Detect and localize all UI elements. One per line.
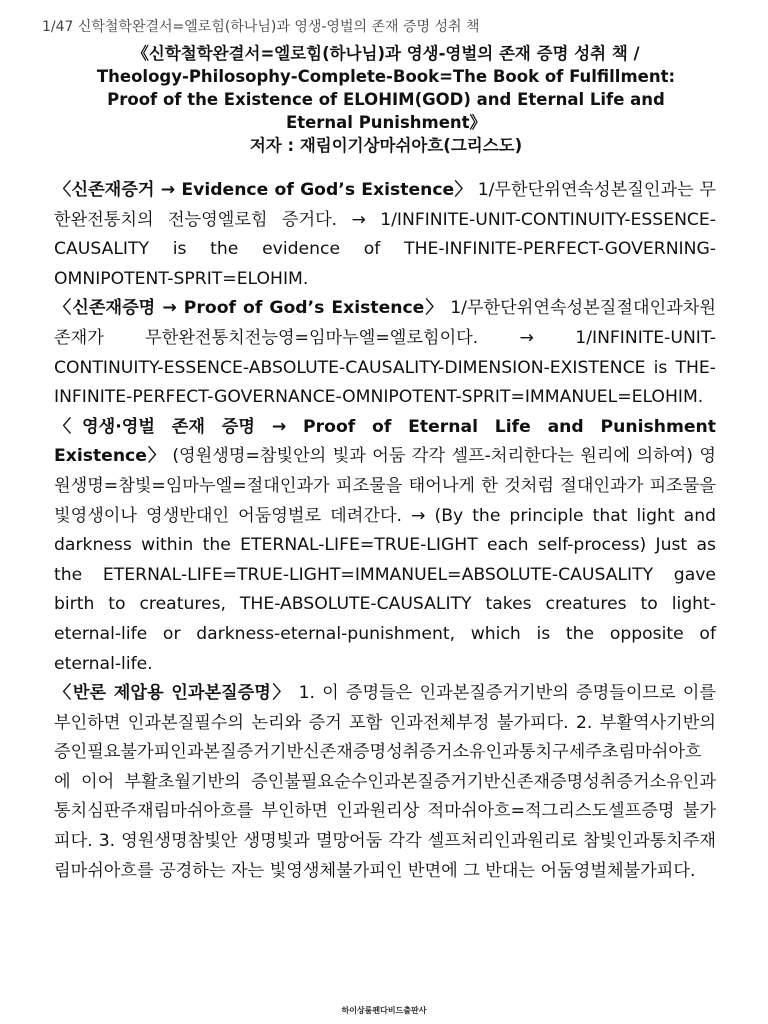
publisher-footer: 하이상룸펜다비드출판사 [341, 1006, 427, 1015]
section-heading: 〈반론 제압용 인과본질증명〉 [54, 683, 292, 704]
section-heading: 〈신존재증명 → Proof of God’s Existence〉 [54, 298, 444, 319]
section-evidence [54, 176, 716, 294]
section-eternal-life [54, 413, 716, 679]
section-heading: 〈신존재증거 → Evidence of God’s Existence〉 [54, 180, 472, 200]
section-heading: 〈영생·영벌 존재 증명 → Proof of Eternal Life and Punishment Existence〉 [54, 416, 716, 467]
section-body: 1/무한단위연속성본질인과는 무한완전통치의 전능영엘로힘 증거다. → 1/INFINITE-UNIT-CONTINUITY-ESSENCE-CAUSALITY is the evidence of THE-INFINITE-PERFECT-GOVERNING-OMNIPOTENT-SPRIT=ELOHIM. [54, 180, 716, 289]
section-body: (영원생명=참빛안의 빛과 어둠 각각 셀프-처리한다는 원리에 의하여) 영원생명=참빛=임마누엘=절대인과가 피조물을 태어나게 한 것처럼 절대인과가 피조물을 빛영생이나 영생반대인 어둠영벌로 데려간다. → (By the principle that light and darkness within the ETERNAL-LIFE=TRUE-LIGHT each self-process) Just as the ETERNAL-LIFE=TRUE-LIGHT=IMMANUEL=ABSOLUTE-CAUSALITY gave birth to creatures, THE-ABSOLUTE-CAUSALITY takes creatures to light-eternal-life or darkness-eternal-punishment, which is the opposite of eternal-life. [54, 446, 716, 674]
running-header: 1/47 신학철학완결서=엘로힘(하나님)과 영생-영벌의 존재 증명 성취 책 [42, 19, 480, 35]
book-title-line-2: Theology-Philosophy-Complete-Book=The Book of Fulfillment: [96, 67, 676, 86]
section-proof [54, 294, 716, 412]
author-line: 저자 : 재림이기상마쉬아흐(그리스도) [249, 136, 523, 155]
section-body: 1. 이 증명들은 인과본질증거기반의 증명들이므로 이를 부인하면 인과본질필수의 논리와 증거 포함 인과전체부정 불가피다. 2. 부활역사기반의 증인필요불가피인과본질증거기반신존재증명성취증거소유인과통치구세주초림마쉬아흐에 이어 부활초월기반의 증인불필요순수인과본질증거기반신존재증명성취증거소유인과통치심판주재림마쉬아흐를 부인하면 인과원리상 적마쉬아흐=적그리스도셀프증명 불가피다. 3. 영원생명참빛안 생명빛과 멸망어둠 각각 셀프처리인과원리로 참빛인과통치주재림마쉬아흐를 공경하는 자는 빛영생체불가피인 반면에 그 반대는 어둠영벌체불가피다. [54, 683, 716, 881]
book-title-line-1: 《신학철학완결서=엘로힘(하나님)과 영생-영벌의 존재 증명 성취 책 / [132, 44, 640, 63]
section-rebuttal [54, 679, 716, 886]
main-content [54, 176, 716, 886]
title-block [36, 42, 736, 157]
book-title-line-3: Proof of the Existence of ELOHIM(GOD) and Eternal Life and [107, 90, 665, 109]
book-title-line-4: Eternal Punishment》 [285, 113, 487, 132]
section-body: 1/무한단위연속성본질절대인과차원존재가 무한완전통치전능영=임마누엘=엘로힘이다. → 1/INFINITE-UNIT-CONTINUITY-ESSENCE-ABSOLUTE-CAUSALITY-DIMENSION-EXISTENCE is THE-INFINITE-PERFECT-GOVERNANCE-OMNIPOTENT-SPRIT=IMMANUEL=ELOHIM. [54, 298, 716, 408]
